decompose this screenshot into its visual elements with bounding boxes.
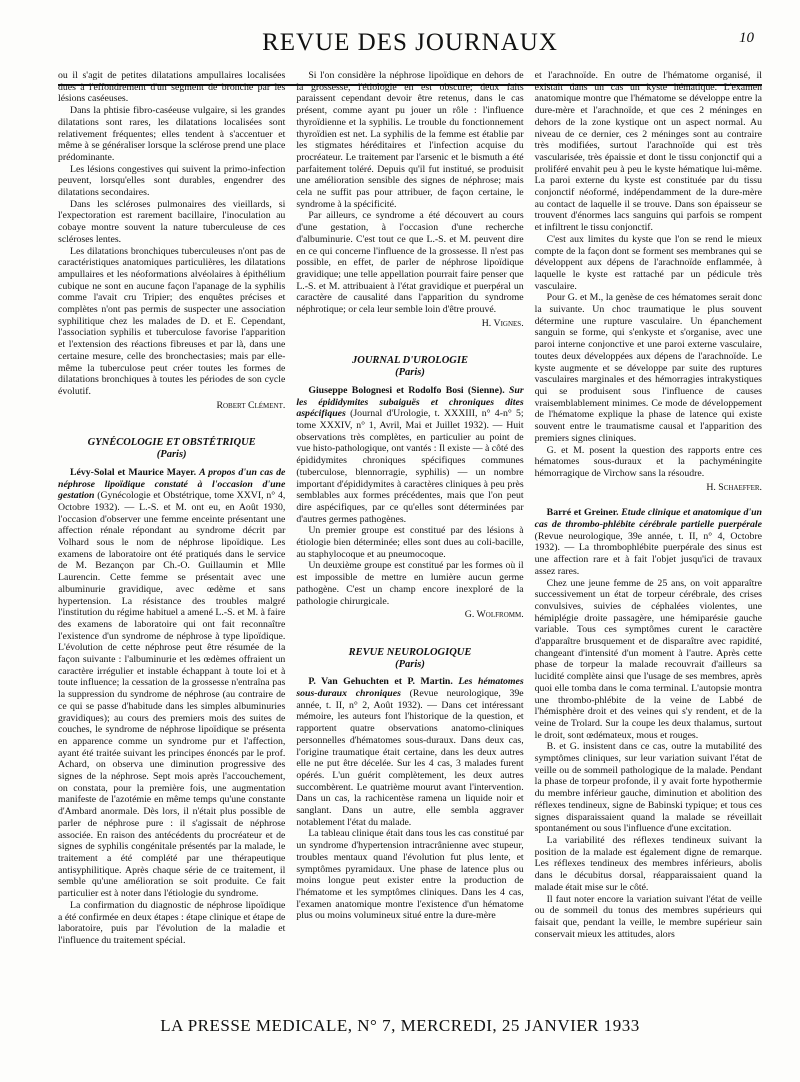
- author-signature: H. Vignes.: [481, 317, 524, 329]
- article-body: (Journal d'Urologie, t. XXXIII, n° 4-n° 5; tome XXXIV, n° 1, Avril, Mai et Juillet 1932). — Huit observations très complètes, en particulier au point de vue histo-pathologique, ont vantés : Il existe — à côté des épididymites chroniques spécifiques communes (tuberculose, blennorragie, syphilis) — un nombre important d'épididymites à caractères cliniques à peu près semblables aux formes précédentes, mais que l'on peut dire aspécifiques, par ce qu'elles sont déterminées par d'autres germes pathogènes.: [296, 408, 524, 525]
- column-3: [535, 70, 762, 947]
- paragraph: Les lésions congestives qui suivent la primo-infection peuvent, lorsqu'elles sont durables, engendrer des dilatations secondaires.: [58, 163, 286, 199]
- paragraph: La tableau clinique était dans tous les cas constitué par un syndrome d'hypertension intracrânienne avec stupeur, troubles mentaux quand l'évolution fut plus lente, et symptômes pyramidaux. Une phase de latence plus ou moins longue peut exister entre la production de l'hématome et les symptômes cliniques. Dans les 4 cas, l'examen anatomique montre l'existence d'un hématome plus ou moins volumineux situé entre la dure-mère: [296, 828, 524, 922]
- column-2: [296, 70, 523, 947]
- page-title: REVUE DES JOURNAUX: [262, 29, 558, 56]
- paragraph: C'est aux limites du kyste que l'on se rend le mieux compte de la façon dont se forment ses membranes qui se développent aux dépens de l'arachnoïde enflammée, à laquelle le kyste est rattaché par un pédicule très vasculaire.: [534, 233, 762, 292]
- article-title: Sur les épididymites subaiguës et chroniques dites aspécifiques: [296, 384, 524, 420]
- author-signature: G. Wolfromm.: [464, 609, 524, 621]
- article-entry: [296, 676, 523, 828]
- paragraph: G. et M. posent la question des rapports entre ces hématomes sous-duraux et la pachyméningite hémorragique de Virchow sans la résoudre.: [534, 444, 762, 479]
- paragraph: Il faut noter encore la variation suivant l'état de veille ou de sommeil du tonus des membres supérieurs qui faisait que, pendant la veille, le membre supérieur sain conservait mieux les attitudes, alors: [534, 893, 762, 940]
- author-signature: Robert Clément.: [216, 399, 286, 411]
- article-title: Les hématomes sous-duraux chroniques: [296, 676, 524, 700]
- article-authors: P. Van Gehuchten et P. Martin.: [308, 676, 453, 688]
- article-entry: [296, 385, 523, 525]
- paragraph: Un deuxième groupe est constitué par les formes où il est impossible de mettre en lumière aucun germe pathogène. C'est un champ encore inexploré de la pathologie chirurgicale.: [296, 560, 524, 607]
- article-body: (Revue neurologique, 39e année, t. II, n° 4, Octobre 1932). — La thrombophlébite puerpérale des sinus est une affection rare et à fait l'objet jusqu'ici de travaux assez rares.: [534, 530, 762, 577]
- paragraph: Chez une jeune femme de 25 ans, on voit apparaître successivement un état de torpeur cérébrale, des crises convulsives, suivies de céphalées violentes, une hémiplégie droite passagère, une hémiparésie gauche variable. Tous ces symptômes curent le caractère d'apparaître brusquement et de disparaître avec rapidité, changeant d'intensité d'un moment à l'autre. Après cette phase de torpeur la malade recouvrait d'ailleurs sa lucidité complète ainsi que l'usage de ses membres, après quoi elle tomba dans le coma terminal. L'autopsie montra une thrombo-phlébite de la veine de Labbé de l'hémisphère droit et des veines qui s'y rendent, et de la veine de Trolard. Sur la coupe les deux thalamus, surtout le droit, sont œdémateux, mous et rouges.: [534, 577, 762, 741]
- article-title: Etude clinique et anatomique d'un cas de thrombo-phlébite cérébrale partielle puerpérale: [534, 507, 762, 531]
- masthead: [58, 22, 762, 64]
- paragraph: Les dilatations bronchiques tuberculeuses n'ont pas de caractéristiques anatomiques particulières, les dilatations ampullaires et les néoformations alvéolaires à épithélium cubique ne sont en aucune façon l'apanage de la syphilis comme l'avait cru Tripier; des enquêtes précises et complètes n'ont pas permis de suspecter une association syphilitique chez les malades de D. et E. Cependant, l'association syphilis et tuberculose favorise l'apparition et l'extension des réactions fibreuses et par là, dans une certaine mesure, celle des bronchectasies; mais par elle-même la tuberculose peut créer toutes les formes de dilatations bronchiques à toutes les périodes de son cycle évolutif.: [58, 245, 286, 397]
- paragraph: Pour G. et M., la genèse de ces hématomes serait donc la suivante. Un choc traumatique le plus souvent détermine une rupture vasculaire. Un épanchement sanguin se forme, qui s'enkyste et s'organise, avec une paroi interne conjonctive et une paroi externe vasculaire, toutes deux développées aux dépens de l'arachnoïde. Le kyste augmente et se développe par suite des ruptures vasculaires marginales et des hémorragies intrakystiques qui se produisent sous l'influence de causes vraisemblablement minimes. Ce mode de développement de l'hématome explique la phase de latence qui existe souvent entre le traumatisme causal et l'apparition des premiers signes cliniques.: [534, 292, 762, 444]
- paragraph: Dans la phtisie fibro-caséeuse vulgaire, si les grandes dilatations sont rares, les dilatations localisées sont relativement fréquentes; elles tendent à s'accentuer et même à se généraliser lorsque la sclérose prend une place prédominante.: [58, 105, 286, 163]
- article-columns: [58, 70, 762, 947]
- section-city: (Paris): [395, 367, 425, 379]
- section-title: GYNÉCOLOGIE ET OBSTÉTRIQUE: [87, 437, 256, 449]
- paragraph: Par ailleurs, ce syndrome a été découvert au cours d'une gestation, à l'occasion d'une recherche d'albuminurie. C'est tout ce que L.-S. et M. peuvent dire en ce qui concerne l'influence de la grossesse. Il n'est pas possible, en effet, de parler de néphrose lipoïdique gravidique; une telle appellation pourrait faire penser que L.-S. et M. attribuaient à l'état gravidique et puerpéral un caractère de causalité dans l'apparition du syndrome néphrotique; or cela leur semble loin d'être prouvé.: [296, 210, 524, 316]
- paragraph: et l'arachnoïde. En outre de l'hématome organisé, il existait dans un cas un kyste hématique. L'examen anatomique montre que l'hématome se développe entre la dure-mère et l'arachnoïde, et que ces 2 méninges en dehors de la zone kystique ont un aspect normal. Au niveau de ce dernier, ces 2 méninges sont au contraire très modifiées, surtout l'arachnoïde qui est très vascularisée, très épaissie et dont le tissu conjonctif qui a proliféré envahit peu à peu le kyste hématique lui-même. La paroi externe du kyste est constituée par du tissu conjonctif néoformé, indépendamment de la dure-mère au contact de laquelle il se trouve. Dans son épaisseur se trouvent d'énormes lacs sanguins qui parfois se rompent et infiltrent le tissu conjonctif.: [534, 70, 762, 234]
- section-city: (Paris): [395, 658, 425, 670]
- section-title: REVUE NEUROLOGIQUE: [348, 646, 472, 658]
- section-city: (Paris): [156, 449, 187, 461]
- author-signature: H. Schaeffer.: [706, 481, 762, 493]
- article-entry: [58, 467, 285, 900]
- section-title: JOURNAL D'UROLOGIE: [351, 355, 468, 367]
- paragraph: La variabilité des réflexes tendineux suivant la position de la malade est également digne de remarque. Les réflexes tendineux des membres inférieurs, abolis dans le décubitus dorsal, réapparaissaient quand la malade était mise sur le côté.: [534, 835, 762, 893]
- article-entry: [535, 507, 762, 577]
- article-body: (Revue neurologique, 39e année, t. II, n° 2, Août 1932). — Dans cet intéressant mémoire, les auteurs font l'historique de la question, et rapportent quatre observations anatomo-cliniques personnelles d'hématomes sous-duraux. Dans deux cas, l'origine traumatique était certaine, dans les deux autres elle ne put être décelée. Sur les 4 cas, 3 malades furent opérés. L'un guérit complètement, les deux autres succombèrent. Le quatrième mourut avant l'intervention. Dans un cas, la rachicentèse ramena un liquide noir et sanglant. Dans un autre, elle sembla aggraver notablement l'état du malade.: [296, 688, 524, 828]
- article-title: A propos d'un cas de néphrose lipoïdique constaté à l'occasion d'une gestation: [58, 466, 286, 502]
- page-number: 10: [739, 30, 754, 46]
- article-authors: Lévy-Solal et Maurice Mayer.: [70, 466, 197, 478]
- article-body: (Gynécologie et Obstétrique, tome XXVI, n° 4, Octobre 1932). — L.-S. et M. ont eu, en Août 1930, l'occasion d'observer une femme enceinte présentant une affection rénale répondant au syndrome décrit par Volhard sous le nom de néphrose lipoïdique. Les examens de laboratoire ont été pratiqués dans le service de M. Bezançon par Ch.-O. Guillaumin et Mlle Laurencin. Cette femme se présentait avec une albuminurie gravidique, avec œdème et sans hypertension. La résistance des troubles malgré l'institution du régime habituel a amené L.-S. et M. à faire des examens de laboratoire qui ont fait reconnaître l'existence d'un syndrome de néphrose à type lipoïdique. L'évolution de cette néphrose peut être résumée de la façon suivante : l'albuminurie et les œdèmes offraient un caractère irrégulier et instable échappant à toute loi et à toute influence; la cessation de la grossesse n'entraîna pas la suppression du syndrome de néphrose (au contraire de ce qui se passe d'habitude dans les simples albuminuries gravidiques); au cours des premiers mois des suites de couches, le syndrome de néphrose lipoïdique se présenta en apparence comme un syndrome pur et l'affection, ayant été traitée suivant les principes énoncés par le prof. Achard, on observa une diminution progressive des signes de la néphrose. Sept mois après l'accouchement, on constata, pour la première fois, une augmentation manifeste de l'azotémie en même temps qu'une constante d'Ambard anormale. Dès lors, il n'était plus possible de parler de néphrose pure : il s'agissait de néphrose associée. En raison des antécédents du procréateur et de signes de syphilis congénitale présentés par la malade, le traitement a été complété par une thérapeutique antisyphilitique. Après chaque série de ce traitement, il semble qu'une amélioration se soit produite. Ce fait particulier est à noter dans l'étiologie du syndrome.: [58, 490, 286, 900]
- paragraph: Si l'on considère la néphrose lipoïdique en dehors de la grossesse, l'étiologie en est obscure; deux faits paraissent cependant devoir être retenus, dans le cas présent, comme ayant pu jouer un rôle : l'influence thyroïdienne et la syphilis. Le trouble du fonctionnement thyroïdien est net. La syphilis de la femme est établie par les stigmates héréditaires et l'infection acquise du procréateur. Le traitement par l'arsenic et le bismuth a été parfaitement toléré. Depuis qu'il fut institué, se produisit une amélioration sensible des signes de néphrose; mais cela ne suffit pas pour attribuer, de façon certaine, le syndrome à la spécificité.: [296, 70, 524, 210]
- paragraph: B. et G. insistent dans ce cas, outre la mutabilité des symptômes cliniques, sur leur variation suivant l'état de veille ou de sommeil pathologique de la malade. Pendant la phase de torpeur profonde, il y avait forte hypothermie du membre inférieur gauche, diminution et abolition des réflexes tendineux, signe de Babinski typique; et tous ces signes disparaissaient quand la malade se réveillait spontanément ou sous l'influence d'une excitation.: [534, 741, 762, 835]
- page-footer: [0, 1016, 800, 1036]
- paragraph: Dans les scléroses pulmonaires des vieillards, si l'expectoration est rarement bacillaire, l'inoculation au cobaye montre souvent la nature tuberculeuse de ces scléroses lentes.: [58, 198, 286, 245]
- paragraph: Un premier groupe est constitué par des lésions à étiologie bien déterminée; elles sont dues au coli-bacille, au staphylocoque et au pneumocoque.: [296, 525, 524, 560]
- column-1: [58, 70, 285, 947]
- article-authors: Barré et Greiner.: [546, 507, 619, 519]
- article-authors: Giuseppe Bolognesi et Rodolfo Bosi (Sienne).: [308, 384, 505, 396]
- header-rule: [58, 84, 762, 86]
- paragraph: ou il s'agit de petites dilatations ampullaires localisées dues à l'effondrement d'un segment de bronche par les lésions caséeuses.: [58, 70, 286, 105]
- paragraph: La confirmation du diagnostic de néphrose lipoïdique a été confirmée en deux étapes : étape clinique et étape de laboratoire, puis par l'évolution de la maladie et l'influence du traitement spécial.: [58, 899, 286, 946]
- footer-text: LA PRESSE MEDICALE, N° 7, MERCREDI, 25 JANVIER 1933: [160, 1016, 640, 1035]
